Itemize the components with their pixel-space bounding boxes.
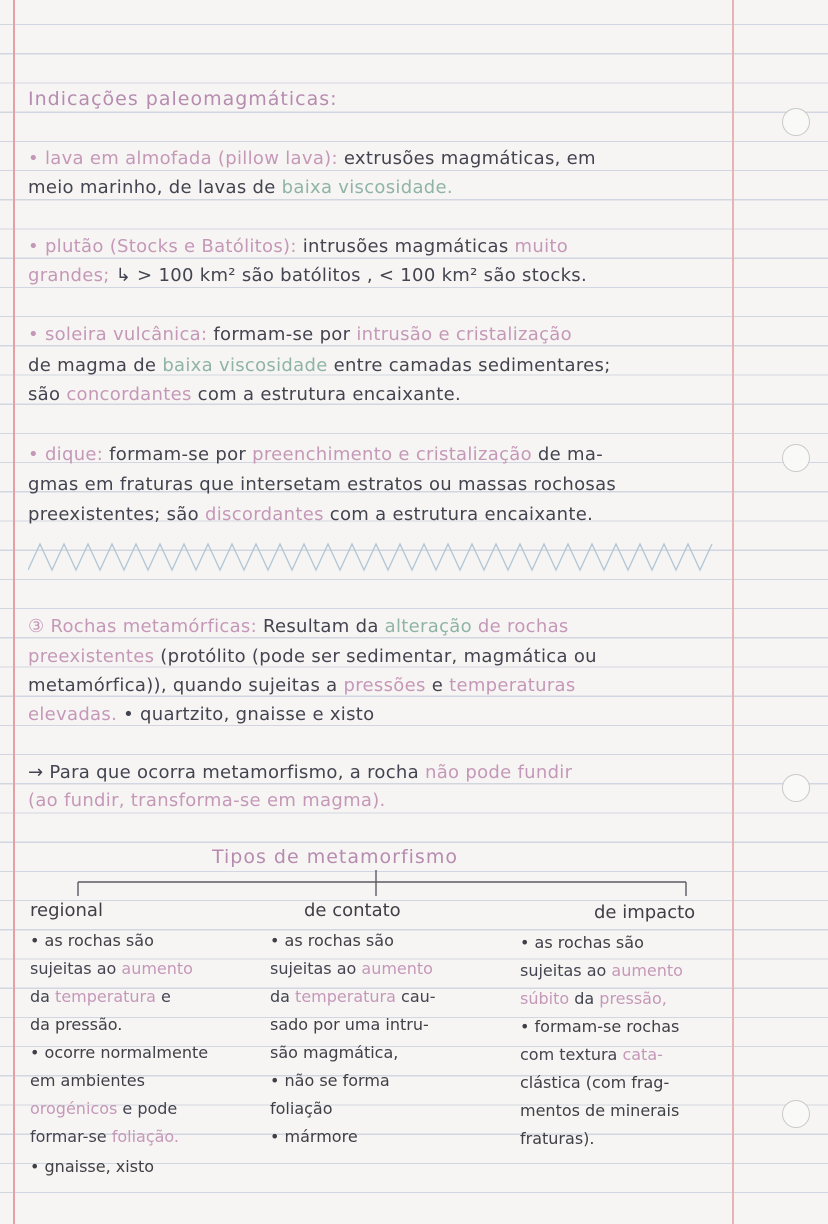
dique-highlight: discordantes	[204, 504, 324, 525]
pillow-lava-line-2	[28, 177, 453, 199]
dique-highlight: preenchimento e cristalização	[252, 444, 532, 465]
dique-line-2: gmas em fraturas que intersetam estratos ou massas rochosas	[28, 474, 617, 495]
dique-term: • dique:	[28, 444, 104, 465]
pillow-lava-term: • lava em almofada (pillow lava):	[28, 148, 338, 169]
soleira-highlight: baixa viscosidade	[162, 355, 328, 376]
soleira-line-2	[28, 355, 611, 377]
pillow-lava-highlight: baixa viscosidade.	[281, 177, 453, 198]
binder-hole-icon	[782, 444, 810, 472]
metamorphic-line-3	[28, 675, 576, 697]
metamorphic-highlight: de rochas	[471, 616, 569, 637]
soleira-text: formam-se por	[207, 324, 357, 345]
binder-hole-icon	[782, 108, 810, 136]
pillow-lava-text: meio marinho, de lavas de	[28, 177, 282, 198]
metamorphic-line-4	[28, 704, 374, 726]
metamorphic-line-1	[28, 616, 569, 638]
impacto-line: mentos de minerais	[520, 1101, 680, 1120]
soleira-text: entre camadas sedimentares;	[327, 355, 611, 376]
metamorphic-text: metamórfica)), quando sujeitas a	[28, 675, 344, 696]
regional-line: da pressão.	[30, 1015, 123, 1034]
left-margin-line	[13, 0, 15, 1224]
note-highlight: não pode fundir	[425, 762, 573, 783]
plutao-highlight: muito	[514, 236, 569, 257]
note-line-2: (ao fundir, transforma-se em magma).	[28, 790, 386, 811]
regional-line: sujeitas ao aumento	[30, 959, 193, 978]
metamorphic-highlight: temperaturas	[449, 675, 576, 696]
dique-line-1	[28, 444, 603, 466]
metamorphic-highlight: elevadas.	[28, 704, 118, 725]
note-text: → Para que ocorra metamorfismo, a rocha	[28, 762, 425, 783]
impacto-line: com textura cata-	[520, 1045, 663, 1064]
metamorphic-highlight: alteração	[384, 616, 472, 637]
contato-heading: de contato	[304, 900, 401, 921]
plutao-text: intrusões magmáticas	[296, 236, 515, 257]
soleira-highlight: intrusão e cristalização	[356, 324, 572, 345]
pillow-lava-text: extrusões magmáticas, em	[337, 148, 596, 169]
contato-line: • as rochas são	[270, 931, 394, 950]
metamorphic-text: e	[425, 675, 450, 696]
impacto-line: clástica (com frag-	[520, 1073, 670, 1092]
soleira-text: com a estrutura encaixante.	[191, 384, 461, 405]
contato-line: foliação	[270, 1099, 333, 1118]
metamorphic-text: Resultam da	[256, 616, 385, 637]
metamorphic-line-2	[28, 646, 597, 668]
regional-line: • as rochas são	[30, 931, 154, 950]
contato-line: • mármore	[270, 1127, 358, 1146]
section-heading: Indicações paleomagmáticas:	[28, 88, 338, 110]
metamorphic-title: ③ Rochas metamórficas:	[28, 616, 257, 637]
contato-line: • não se forma	[270, 1071, 390, 1090]
dique-text: com a estrutura encaixante.	[323, 504, 594, 525]
plutao-line-1	[28, 236, 568, 258]
note-line-1	[28, 762, 572, 784]
pillow-lava-line-1	[28, 148, 596, 170]
impacto-line: fraturas).	[520, 1129, 595, 1148]
dique-line-3	[28, 504, 593, 526]
soleira-line-3	[28, 384, 461, 406]
metamorphic-text: (protólito (pode ser sedimentar, magmática ou	[154, 646, 597, 667]
contato-line: são magmática,	[270, 1043, 399, 1062]
plutao-line-2	[28, 265, 587, 287]
right-margin-line	[732, 0, 734, 1224]
impacto-heading: de impacto	[594, 902, 696, 923]
soleira-text: são	[28, 384, 67, 405]
metamorphic-highlight: pressões	[343, 675, 426, 696]
impacto-line: • as rochas são	[520, 933, 644, 952]
zigzag-divider-icon	[28, 538, 718, 574]
regional-heading: regional	[30, 900, 103, 921]
regional-line: da temperatura e	[30, 987, 171, 1006]
metamorphic-highlight: preexistentes	[28, 646, 155, 667]
binder-hole-icon	[782, 1100, 810, 1128]
soleira-highlight: concordantes	[66, 384, 192, 405]
types-bracket-icon	[74, 868, 694, 900]
plutao-text: ↳ > 100 km² são batólitos , < 100 km² são stocks.	[115, 265, 587, 286]
regional-line: • ocorre normalmente	[30, 1043, 209, 1062]
dique-text: preexistentes; são	[28, 504, 205, 525]
impacto-line: sujeitas ao aumento	[520, 961, 683, 980]
contato-line: sujeitas ao aumento	[270, 959, 433, 978]
metamorphic-examples: • quartzito, gnaisse e xisto	[117, 704, 375, 725]
impacto-line: súbito da pressão,	[520, 989, 667, 1008]
regional-line: em ambientes	[30, 1071, 145, 1090]
binder-hole-icon	[782, 774, 810, 802]
soleira-line-1	[28, 324, 572, 346]
regional-line: orogénicos e pode	[30, 1099, 178, 1118]
dique-text: de ma-	[531, 444, 604, 465]
plutao-highlight: grandes;	[28, 265, 116, 286]
regional-line: formar-se foliação.	[30, 1127, 180, 1146]
dique-text: formam-se por	[103, 444, 253, 465]
impacto-line: • formam-se rochas	[520, 1017, 680, 1036]
soleira-term: • soleira vulcânica:	[28, 324, 208, 345]
contato-line: da temperatura cau-	[270, 987, 436, 1006]
types-title: Tipos de metamorfismo	[212, 846, 458, 868]
regional-line: • gnaisse, xisto	[30, 1157, 155, 1176]
soleira-text: de magma de	[28, 355, 163, 376]
plutao-term: • plutão (Stocks e Batólitos):	[28, 236, 297, 257]
contato-line: sado por uma intru-	[270, 1015, 429, 1034]
